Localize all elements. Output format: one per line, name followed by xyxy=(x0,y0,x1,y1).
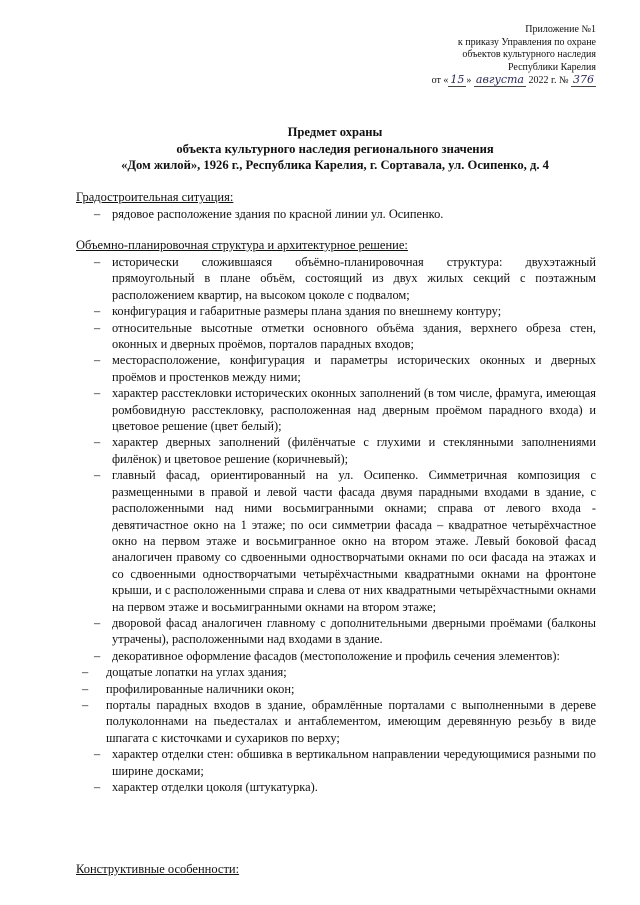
appendix-block xyxy=(336,24,596,88)
section-heading-construct: Конструктивные особенности: xyxy=(76,862,240,876)
item-text: месторасположение, конфигурация и параметры исторических оконных и дверных проёмов и простенков между ними; xyxy=(112,353,596,384)
list-item xyxy=(76,467,596,615)
item-text: характер дверных заполнений (филёнчатые с глухими и стеклянными заполнениями филёнок) и цветовое решение (коричневый); xyxy=(112,435,596,466)
item-text: главный фасад, ориентированный на ул. Осипенко. Симметричная композиция с размещенными в правой и левой части фасада двумя парадными входами в здание, с расположенными над ними восьмигранными окнами; справа от левого входа - девятичастное окно на 1 этаже; по оси симметрии фасада – квадратное четырёхчастное окно на первом этаже и восьмигранное окно на втором этаже. Левый боковой фасад аналогичен правому со сдвоенными одностворчатыми окнами по оси фасада на этажах и со сдвоенными одностворчатыми четырёхчастными квадратными окнами на фронтоне крыши, и с расположенными справа и слева от них квадратными четырёхчастными окнами на первом этаже и восьмигранными окнами на втором этаже; xyxy=(112,468,596,614)
dash-marker: – xyxy=(82,681,89,696)
list-item xyxy=(76,385,596,434)
dash-marker: – xyxy=(82,665,89,680)
order-mid: » xyxy=(466,75,472,87)
list-item xyxy=(76,254,596,303)
document-title xyxy=(70,124,600,174)
dash-marker: – xyxy=(94,435,101,450)
sub-list-item xyxy=(76,664,596,680)
dash-marker: – xyxy=(94,386,101,401)
section-heading-urban: Градостроительная ситуация: xyxy=(76,190,234,204)
list-item xyxy=(76,615,596,648)
item-text: декоративное оформление фасадов (местоположение и профиль сечения элементов): xyxy=(112,648,560,663)
order-year: 2022 г. № xyxy=(528,75,569,87)
dash-marker: – xyxy=(82,697,89,712)
list-item xyxy=(76,746,596,779)
list-item xyxy=(76,434,596,467)
order-prefix: от « xyxy=(431,75,449,87)
list-item xyxy=(76,303,596,319)
item-text: дощатые лопатки на углах здания; xyxy=(106,665,287,680)
list-item xyxy=(76,320,596,353)
order-line xyxy=(336,74,596,88)
dash-marker: – xyxy=(94,353,101,368)
urban-list xyxy=(76,206,596,222)
item-text: дворовой фасад аналогичен главному с дополнительными дверными проёмами (балконы утрачены), расположенными над входами в здание. xyxy=(112,615,596,647)
dash-marker: – xyxy=(94,780,101,794)
item-text: порталы парадных входов в здание, обрамлённые порталами с выполненными в дереве полуколоннами на пьедесталах и антаблементом, имеющим деревянную резьбу в виде шпагата с кисточками и сухариков по верху; xyxy=(106,697,596,745)
dash-marker: – xyxy=(94,320,101,335)
dash-marker: – xyxy=(94,304,101,319)
item-text: исторически сложившаяся объёмно-планировочная структура: двухэтажный прямоугольный в плане объём, состоящий из двух жилых секций с поэтажным расположением квартир, на высоком цоколе с подвалом; xyxy=(112,255,596,302)
appendix-line-4: Республики Карелия xyxy=(507,61,596,73)
list-item xyxy=(76,352,596,385)
dash-marker: – xyxy=(94,747,101,762)
list-item xyxy=(76,779,596,795)
item-text: характер отделки цоколя (штукатурка). xyxy=(112,780,318,794)
dash-marker: – xyxy=(94,207,101,221)
dash-marker: – xyxy=(94,648,101,663)
item-text: характер расстекловки исторических оконных заполнений (в том числе, фрамуга, имеющая ромбовидную расстекловку, расположенная над дверным проёмом парадного входа) и цветовое решение (цвет белый); xyxy=(112,386,596,434)
item-text: характер отделки стен: обшивка в вертикальном направлении чередующимися разными по ширине досками; xyxy=(112,747,596,778)
item-text: профилированные наличники окон; xyxy=(106,681,295,696)
list-item xyxy=(76,206,596,222)
order-month: августа xyxy=(475,73,524,87)
appendix-line-3: объектов культурного наследия xyxy=(462,49,596,61)
sub-list-item xyxy=(76,697,596,746)
section-heading-volume: Объемно-планировочная структура и архитектурное решение: xyxy=(76,238,408,252)
item-text: относительные высотные отметки основного объёма здания, верхнего обреза стен, оконных и дверных проёмов, порталов парадных входов; xyxy=(112,320,596,352)
item-text: конфигурация и габаритные размеры плана здания по внешнему контуру; xyxy=(112,304,502,319)
sub-list-item xyxy=(76,681,596,697)
dash-marker: – xyxy=(94,468,101,483)
order-day: 15 xyxy=(450,73,465,87)
title-line-2: объекта культурного наследия регионального значения xyxy=(176,141,494,156)
appendix-line-2: к приказу Управления по охране xyxy=(457,36,596,48)
order-number: 376 xyxy=(573,73,594,87)
appendix-line-1: Приложение №1 xyxy=(525,24,596,35)
dash-marker: – xyxy=(94,615,101,630)
dash-marker: – xyxy=(94,255,101,269)
title-line-1: Предмет охраны xyxy=(287,125,383,139)
volume-list xyxy=(76,254,596,795)
list-item xyxy=(76,648,596,664)
item-text: рядовое расположение здания по красной линии ул. Осипенко. xyxy=(112,207,444,221)
title-line-3: «Дом жилой», 1926 г., Республика Карелия, г. Сортавала, ул. Осипенко, д. 4 xyxy=(121,158,549,173)
